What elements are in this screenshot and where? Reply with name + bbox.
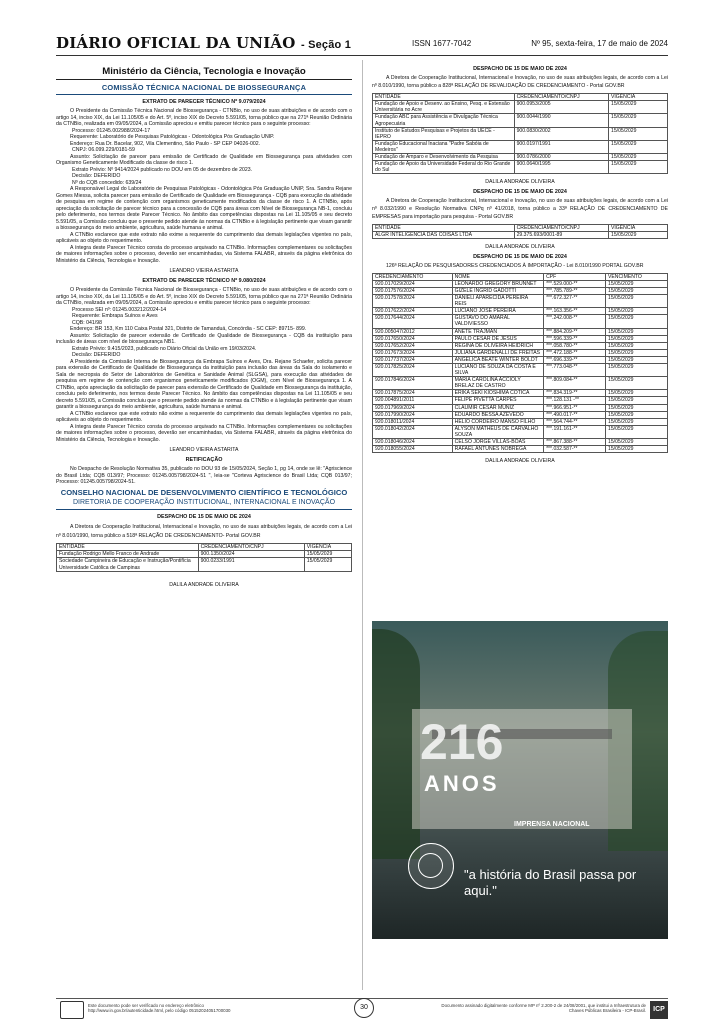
table-cell: EDUARDO BESSA AZEVEDO: [452, 411, 543, 418]
table-header: CREDENCIAMENTO/CNPJ: [514, 94, 608, 101]
issue-date: Nº 95, sexta-feira, 17 de maio de 2024: [531, 39, 668, 48]
table-cell: GUSTAVO DO AMARAL VALDIVIESSO: [452, 315, 543, 328]
extract-9079-title: EXTRATO DE PARECER TÉCNICO Nº 9.079/2024: [142, 99, 266, 105]
despacho-title: DESPACHO DE 15 DE MAIO DE 2024: [473, 254, 567, 261]
paragraph: A Diretora de Cooperação Institucional, Internacional e Inovação, no uso de suas atribuições legais, de acordo com a Lei nº 8.010/1990, torna público a 518ª RELAÇÃO DE CREDENCIAMENTO- Portal GOV.BR: [56, 524, 352, 539]
signature: DALILA ANDRADE OLIVEIRA: [485, 458, 555, 465]
table-row: [373, 287, 668, 294]
table-cell: 15/05/2029: [606, 425, 668, 438]
table-cell: Fundação ABC para Assistência e Divulgação Técnica Agropecuária: [373, 114, 515, 127]
paragraph: Decisão: DEFERIDO: [72, 173, 121, 179]
table-cell: 15/05/2029: [304, 558, 351, 571]
table-cell: 15/05/2029: [606, 280, 668, 287]
table-cell: ***.128.131 -**: [544, 397, 606, 404]
table-cell: 15/05/2029: [606, 397, 668, 404]
paragraph: Processo: 01245.002988/2024-17: [72, 127, 151, 134]
table-cell: ALYSON MATHEUS DE CARVALHO SOUZA: [452, 425, 543, 438]
table-cell: 15/05/2029: [304, 551, 351, 558]
table-cell: ALGR INTELIGENCIA DAS COISAS LTDA: [373, 232, 515, 239]
seal-icon: [408, 843, 454, 889]
table-header: CPF: [544, 273, 606, 280]
table-row: [373, 232, 668, 239]
table-row: [373, 425, 668, 438]
table-cell: 920.018011/2024: [373, 418, 453, 425]
table-cell: ***.809.084-**: [544, 377, 606, 390]
table-cell: 920.017652/2024: [373, 342, 453, 349]
table-cell: 900.1350/2024: [198, 551, 304, 558]
table-cell: ***.058.780-**: [544, 342, 606, 349]
signature: LEANDRO VIEIRA ASTARITA: [169, 268, 239, 274]
paragraph: Assunto: Solicitação de parecer para emissão de Certificado de Qualidade em Biossegurança para atividades com Organismo Geneticamente Modificado da classe de risco 1.: [56, 153, 352, 166]
paragraph: 126ª RELAÇÃO DE PESQUISADORES CREDENCIADOS À IMPORTAÇÃO - Lei 8.010/1990 PORTAL GOV.BR: [386, 263, 644, 270]
paragraph: Requerente: Laboratório de Pesquisas Patológicas - Odontológica Pós Graduação UNIP.: [70, 134, 275, 140]
table-cell: 920.018046/2024: [373, 439, 453, 446]
table-header: NOME: [452, 273, 543, 280]
table-row: [373, 280, 668, 287]
table-row: [373, 446, 668, 453]
ad-anos: ANOS: [424, 771, 500, 796]
paragraph: A íntegra deste Parecer Técnico consta do processo arquivado na CTNBio. Informações complementares ou solicitações de maiores informações sobre o processo, deverão ser encaminhadas, via Sistema FALABR, através da página eletrônica do Ministério da Ciência, Tecnologia e Inovação.: [56, 423, 352, 443]
despacho-title: DESPACHO DE 15 DE MAIO DE 2024: [157, 514, 251, 521]
signature: LEANDRO VIEIRA ASTARITA: [169, 447, 239, 453]
table-cell: 29.375.693/0001-89: [514, 232, 608, 239]
table-cell: LUCIANO DE SOUZA DA COSTA E SILVA: [452, 364, 543, 377]
paragraph: No Despacho de Resolução Normativa 35, publicado no DOU 93 de 15/05/2024, Seção 1, pg 14, onde se lê: "Agriscience do Brasil Ltda; CQB 013/97; Processo: 01245.005798/2024-51 ", leia-se "Corteva Agriscience do Brasil Ltda; CQB 013/97; Processo: 01245.005798/2024-51.: [56, 466, 352, 485]
table-cell: ***.529.000-**: [544, 280, 606, 287]
table-cell: ANGELICA BEATE WINTER BOLDT: [452, 356, 543, 363]
paragraph: O Presidente da Comissão Técnica Nacional de Biossegurança - CTNBio, no uso de suas atribuições e de acordo com o artigo 14, inciso XIX, da Lei 11.105/05 e do Art. 5º, inciso XIX do Decreto 5.591/05, torna público que na 271ª Reunião Ordinária da CTNBio, realizada em 09/05/2024, a Comissão apreciou e emitiu parecer técnico para o seguinte processo:: [56, 108, 352, 127]
paragraph: A CTNBio esclarece que este extrato não exime a requerente do cumprimento das demais legislações vigentes no país, aplicáveis ao objeto do requerimento.: [56, 231, 352, 244]
dcoi-heading: DIRETORIA DE COOPERAÇÃO INSTITUCIONAL, INTERNACIONAL E INOVAÇÃO: [56, 499, 352, 510]
table-cell: REGINA DE OLIVEIRA HEIDRICH: [452, 342, 543, 349]
ad-quote: "a história do Brasil passa por aqui.": [464, 867, 637, 898]
table-row: [57, 551, 352, 558]
table-row: [373, 364, 668, 377]
table-cell: 900.0197/1991: [514, 140, 608, 153]
table-cell: 920.017650/2024: [373, 335, 453, 342]
table-header-row: [373, 273, 668, 280]
table-cell: 15/05/2029: [606, 439, 668, 446]
page-header: [56, 34, 668, 56]
table-row: [373, 140, 668, 153]
table-cell: DANIELI APARECIDA PEREIRA REIS: [452, 295, 543, 308]
table-cell: 920.018042/2024: [373, 425, 453, 438]
table-cell: 920.017673/2024: [373, 349, 453, 356]
revalidacao-table: [372, 93, 668, 174]
credenciamento-table: [56, 543, 352, 571]
table-header: CREDENCIAMENTO: [373, 273, 453, 280]
table-cell: Fundação de Amparo e Desenvolvimento da Pesquisa: [373, 154, 515, 161]
table-cell: 15/05/2029: [606, 404, 668, 411]
paragraph: A Diretora de Cooperação Institucional, Internacional e Inovação, no uso de suas atribuições legais, de acordo com a Lei nº 8.032/1990 e Resolução Normativa CNPq nº 41/2018, torna público a 33ª RELAÇÃO DE CREDENCIAMENTO DE EMPRESAS para importação para pesquisa - Portal GOV.BR: [372, 198, 668, 220]
table-cell: 15/05/2029: [608, 127, 667, 140]
table-cell: 15/05/2029: [606, 390, 668, 397]
paragraph: O Presidente da Comissão Técnica Nacional de Biossegurança - CTNBio, no uso de suas atribuições e de acordo com o artigo 14, inciso XIX, da Lei 11.105/05 e do Art. 5º, inciso XIX do Decreto 5.591/05, torna público que na 271ª Reunião Ordinária da CTNBio, realizada em 09/05/2024, a Comissão apreciou e emitiu parecer técnico para o seguinte processo:: [56, 287, 352, 306]
signature: DALILA ANDRADE OLIVEIRA: [485, 244, 555, 251]
gazette-title: DIÁRIO OFICIAL DA UNIÃO - Seção 1: [56, 34, 352, 52]
extract-9080-title: EXTRATO DE PARECER TÉCNICO Nº 9.080/2024: [142, 278, 266, 284]
footer-signature-note: Documento assinado digitalmente conforme MP nº 2.200-2 de 24/08/2001, que institui a Infraestrutura de Chaves Públicas Brasileira - ICP-Brasil.: [441, 1003, 646, 1014]
table-row: [373, 127, 668, 140]
ministry-heading: Ministério da Ciência, Tecnologia e Inovação: [56, 62, 352, 80]
table-cell: HELIO CORDEIRO MANSO FILHO: [452, 418, 543, 425]
table-row: [373, 356, 668, 363]
table-row: [373, 342, 668, 349]
table-header: CREDENCIAMENTO/CNPJ: [198, 544, 304, 551]
table-row: [373, 101, 668, 114]
table-cell: 15/05/2029: [606, 364, 668, 377]
table-cell: Fundação de Apoio e Desenv. ao Ensino, Pesq. e Extensão Universitária no Acre: [373, 101, 515, 114]
table-header: VIGÊNCIA: [608, 94, 667, 101]
table-header: ENTIDADE: [373, 94, 515, 101]
page-number: 30: [354, 998, 374, 1018]
table-cell: 15/05/2029: [608, 140, 667, 153]
table-cell: PAULO CESAR DE JESUS: [452, 335, 543, 342]
table-header: CREDENCIAMENTO/CNPJ: [514, 225, 608, 232]
table-cell: 15/05/2029: [606, 342, 668, 349]
table-cell: ***.472.188-**: [544, 349, 606, 356]
paragraph: Assunto: Solicitação de parecer extensão de Certificado de Qualidade de Biossegurança - CQB da instituição para inclusão de áreas com nível de biossegurança NB1.: [56, 332, 352, 345]
table-header: VIGÊNCIA: [608, 225, 667, 232]
table-cell: ***.163.356-**: [544, 308, 606, 315]
table-cell: 15/05/2029: [608, 232, 667, 239]
table-row: [373, 295, 668, 308]
paragraph: CQB: 041/98: [72, 319, 102, 326]
table-cell: 15/05/2029: [608, 114, 667, 127]
table-cell: 920.017846/2024: [373, 377, 453, 390]
table-cell: ***.032.587-**: [544, 446, 606, 453]
table-cell: ***.834.319-**: [544, 390, 606, 397]
table-cell: Instituto de Estudos Pesquisas e Projetos da UECE - IEPRO: [373, 127, 515, 140]
paragraph: Endereço: BR 153, Km 110 Caixa Postal 321, Distrito de Tamanduá, Concórdia - SC CEP: 89715- 899.: [70, 326, 307, 332]
retificacao-title: RETIFICAÇÃO: [185, 457, 223, 463]
table-cell: 15/05/2029: [606, 308, 668, 315]
icp-brasil-logo-icon: ICP: [650, 1001, 668, 1019]
paragraph: Endereço: Rua Dr. Bacelar, 902, Vila Clementino, São Paulo - SP CEP 04026-002.: [70, 140, 261, 147]
paragraph: A íntegra deste Parecer Técnico consta do processo arquivado na CTNBio. Informações complementares ou solicitações de maiores informações sobre o processo, deverão ser encaminhadas, via Sistema FALABR, através da página eletrônica do Ministério da Ciência, Tecnologia e Inovação.: [56, 244, 352, 264]
table-cell: ANETE TRAJMAN: [452, 328, 543, 335]
table-cell: 15/05/2029: [606, 446, 668, 453]
paragraph: A Presidente da Comissão Interna de Biossegurança da Embrapa Suínos e Aves, Dra. Rejane Schaefer, solicita parecer para extensão de Certificado de Qualidade de Biossegurança da instituição para inclusão das áreas da Sala do isolamento e Sala de necropsia do Setor de Laboratórios de Genética e Sanidade Animal (SLGSA), para execução das atividades de pesquisa em regime de contenção com organismos geneticamente modificados (OGM), com Nível de Biossegurança 1. A CTNBio, após apreciação da solicitação de parecer para extensão de Certificado de Qualidade em Biossegurança da instituição, concluiu pelo deferimento, nos termos deste Parecer Técnico. No âmbito das competências dispostas na Lei 11.105/05 e seu decreto 5.591/05, a Comissão concluiu que o presente pedido atende às normas da CTNBio e à legislação pertinente que visam garantir a biossegurança do meio ambiente, agricultura, saúde humana e animal.: [56, 358, 352, 410]
ad-building-label: IMPRENSA NACIONAL: [514, 821, 590, 828]
footer-verification: Este documento pode ser verificado no endereço eletrônico http://www.in.gov.br/autenticidade.html, pelo código 05152024051700030: [88, 1003, 231, 1014]
table-cell: 920.017622/2024: [373, 308, 453, 315]
despacho-title: DESPACHO DE 15 DE MAIO DE 2024: [473, 189, 567, 196]
table-cell: Fundação Educacional Inaciana "Padre Sabóia de Medeiros": [373, 140, 515, 153]
seal-inner: [418, 853, 443, 878]
table-cell: ***.564.744-**: [544, 418, 606, 425]
table-cell: ***.596.339-**: [544, 335, 606, 342]
table-cell: ***.242.008-**: [544, 315, 606, 328]
paragraph: A Diretora de Cooperação Institucional, Internacional e Inovação, no uso de suas atribuições legais, de acordo com a Lei nº 8.010/1990, torna público a 828ª RELAÇÃO DE REVALIDAÇÃO DE CREDENCIAMENTO - Portal GOV.BR: [372, 75, 668, 89]
table-header-row: [373, 94, 668, 101]
table-cell: 920.017825/2024: [373, 364, 453, 377]
table-cell: 15/05/2029: [606, 295, 668, 308]
table-cell: ***.672.327-**: [544, 295, 606, 308]
table-header-row: [373, 225, 668, 232]
table-row: [373, 377, 668, 390]
cnpq-heading: CONSELHO NACIONAL DE DESENVOLVIMENTO CIENTÍFICO E TECNOLÓGICO: [60, 487, 348, 497]
table-cell: 920.017737/2024: [373, 356, 453, 363]
table-cell: 900.0640/1995: [514, 161, 608, 174]
table-cell: ***.696.339-**: [544, 356, 606, 363]
paragraph: Decisão: DEFERIDO: [72, 352, 121, 358]
table-cell: MARIA CAROLINA ACCIOLY BRELAZ DE CASTRO: [452, 377, 543, 390]
table-cell: 15/05/2029: [606, 287, 668, 294]
ad-number: 216: [420, 714, 504, 770]
issn: ISSN 1677-7042: [412, 39, 472, 48]
table-cell: 920.017990/2024: [373, 411, 453, 418]
table-cell: LEONARDO GREGORY BRUNNET: [452, 280, 543, 287]
table-row: [373, 397, 668, 404]
table-row: [373, 308, 668, 315]
table-header: ENTIDADE: [373, 225, 515, 232]
table-cell: 920.017029/2024: [373, 280, 453, 287]
table-cell: 920.017576/2024: [373, 287, 453, 294]
table-cell: 900.0953/2005: [514, 101, 608, 114]
paragraph: CNPJ: 06.099.229/0181-59: [72, 147, 135, 153]
table-cell: GIZELE INGRID GADOTTI: [452, 287, 543, 294]
left-column: [56, 62, 352, 982]
table-row: [373, 404, 668, 411]
qr-seal-icon: [60, 1001, 84, 1019]
table-cell: 15/05/2029: [606, 377, 668, 390]
table-cell: 15/05/2029: [608, 161, 667, 174]
table-cell: ***.773.048-**: [544, 364, 606, 377]
paragraph: Extrato Prévio: 9.415/2023, publicado no Diário Oficial da União em 19/03/2024.: [72, 345, 257, 352]
table-cell: 900.0786/2000: [514, 154, 608, 161]
column-divider: [362, 60, 363, 990]
table-cell: 920.017875/2024: [373, 390, 453, 397]
table-cell: Sociedade Campineira de Educação e Instrução/Pontifícia Universidade Católica de Campinas: [57, 558, 199, 571]
paragraph: Requerente: Embrapa Suínos e Aves: [72, 313, 158, 319]
table-cell: ***.867.388-**: [544, 439, 606, 446]
table-cell: 15/05/2029: [608, 101, 667, 114]
table-cell: 15/05/2029: [606, 418, 668, 425]
signature: DALILA ANDRADE OLIVEIRA: [485, 179, 555, 186]
table-cell: 15/05/2029: [606, 335, 668, 342]
table-header: VENCIMENTO: [606, 273, 668, 280]
table-header: VIGÊNCIA: [304, 544, 351, 551]
table-cell: Fundação Rodrigo Mello Franco de Andrade: [57, 551, 199, 558]
table-row: [373, 154, 668, 161]
table-row: [373, 161, 668, 174]
table-row: [373, 439, 668, 446]
table-cell: Fundação de Apoio da Universidade Federal do Rio Grande do Sul: [373, 161, 515, 174]
table-cell: 15/05/2029: [606, 315, 668, 328]
table-cell: 15/05/2029: [608, 154, 667, 161]
despacho-title: DESPACHO DE 15 DE MAIO DE 2024: [473, 66, 567, 72]
table-cell: 900.0044/1990: [514, 114, 608, 127]
table-header: ENTIDADE: [57, 544, 199, 551]
table-cell: FELIPE PIVETTA CARPES: [452, 397, 543, 404]
table-cell: 15/05/2029: [606, 411, 668, 418]
table-cell: 920.005047/2012: [373, 328, 453, 335]
table-cell: CELSO JORGE VILLAS-BÔAS: [452, 439, 543, 446]
pesquisadores-table: [372, 273, 668, 453]
table-cell: 15/05/2029: [606, 328, 668, 335]
table-cell: 900.0233/1991: [198, 558, 304, 571]
table-cell: ***.191.161-**: [544, 425, 606, 438]
table-cell: ERIKA SEKI KIOSHIMA COTICA: [452, 390, 543, 397]
table-cell: LUCIANO JOSE PEREIRA: [452, 308, 543, 315]
table-row: [373, 335, 668, 342]
table-cell: RAFAEL ANTUNES NOBREGA: [452, 446, 543, 453]
table-row: [373, 390, 668, 397]
paragraph: A CTNBio esclarece que este extrato não exime a requerente do cumprimento das demais legislações vigentes no país, aplicáveis ao objeto do requerimento.: [56, 410, 352, 423]
table-cell: ***.785.789-**: [544, 287, 606, 294]
table-cell: ***.966.951-**: [544, 404, 606, 411]
table-cell: 900.0830/2002: [514, 127, 608, 140]
table-row: [373, 349, 668, 356]
table-cell: 15/05/2029: [606, 356, 668, 363]
table-header-row: [57, 544, 352, 551]
table-row: [373, 418, 668, 425]
section-label: - Seção 1: [300, 39, 352, 51]
table-cell: ***.490.017-**: [544, 411, 606, 418]
table-cell: 920.018055/2024: [373, 446, 453, 453]
empresas-table: [372, 224, 668, 239]
table-row: [373, 411, 668, 418]
table-row: [373, 114, 668, 127]
paragraph: Processo SEI nº: 01245.003212/2024-14: [72, 306, 167, 313]
signature: DALILA ANDRADE OLIVEIRA: [169, 581, 239, 588]
paragraph: Extrato Prévio: Nº 9414/2024 publicado no DOU em 05 de dezembro de 2023.: [72, 166, 253, 173]
table-cell: 920.004891/2011: [373, 397, 453, 404]
table-cell: 920.017578/2024: [373, 295, 453, 308]
table-row: [373, 328, 668, 335]
table-cell: 15/05/2029: [606, 349, 668, 356]
paragraph: Nº do CQB concedido: 639/24: [72, 179, 142, 186]
table-cell: CLAUMIR CESAR MUNIZ: [452, 404, 543, 411]
table-cell: 920.017969/2024: [373, 404, 453, 411]
right-column: [372, 62, 668, 608]
table-cell: ***.884.209-**: [544, 328, 606, 335]
table-row: [57, 558, 352, 571]
ctnbio-heading: COMISSÃO TÉCNICA NACIONAL DE BIOSSEGURANÇA: [56, 83, 352, 95]
paragraph: A Responsável Legal do Laboratório de Pesquisas Patológicas - Odontológica Pós Graduação UNIP, Sra. Sandra Rejane Gomes Miessa, solicita parecer para emissão de Certificado de Qualidade em Biossegurança - CQB para execução da atividade de pesquisa em regime de contenção com organismos geneticamente modificados da classe de risco 1. A CTNBio, após apreciação da solicitação de parecer técnico para a concessão de CQB para áreas com Nível de Biossegurança NB-1, concluiu pelo deferimento, nos termos deste Parecer Técnico. No âmbito das competências dispostas na Lei 11.105/05 e seu decreto 5.591/05, a Comissão concluiu que o presente pedido atende às normas da CTNBio e à legislação pertinente que visam garantir a biossegurança do meio ambiente, agricultura, saúde humana e animal.: [56, 186, 352, 231]
table-row: [373, 315, 668, 328]
imprensa-nacional-ad: [372, 621, 668, 939]
table-cell: 920.017644/2024: [373, 315, 453, 328]
table-cell: JULIANA GARDENALLI DE FREITAS: [452, 349, 543, 356]
